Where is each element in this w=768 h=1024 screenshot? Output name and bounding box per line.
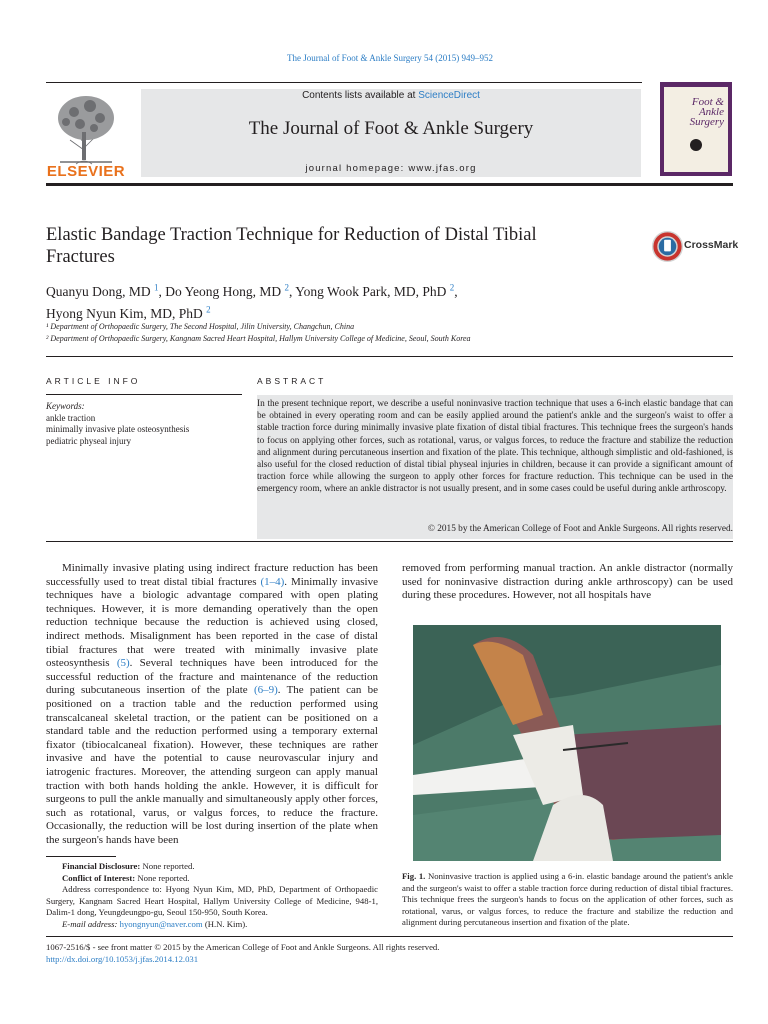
footnotes (46, 861, 378, 930)
email-link[interactable]: hyongnyun@naver.com (119, 918, 203, 929)
correspondence-address: Address correspondence to: Hyong Nyun Kim, MD, PhD, Department of Orthopaedic Surgery, Kangnam Sacred Heart Hospital, Hallym University College of Medicine, 948-1, Dalim-1 dong, Yeungdeungpo-gu, Seoul 150-950, South Korea. (46, 884, 378, 917)
body-column-right (402, 562, 733, 603)
affiliation: ² Department of Orthopaedic Surgery, Kangnam Sacred Heart Hospital, Hallym University College of Medicine, Seoul, South Korea (46, 334, 471, 343)
abstract-copyright: © 2015 by the American College of Foot and Ankle Surgeons. All rights reserved. (427, 524, 733, 534)
body-paragraph: removed from performing manual traction. An ankle distractor (normally used for noninvasive distraction during ankle arthroscopy) can be used during these procedures. However, not all hospitals have (402, 562, 733, 602)
footer-rule (46, 936, 733, 937)
conflict-of-interest: Conflict of Interest: None reported. (62, 872, 190, 883)
keyword: pediatric physeal injury (46, 435, 131, 446)
doi-link[interactable]: http://dx.doi.org/10.1053/j.jfas.2014.12.031 (46, 954, 199, 964)
journal-title: The Journal of Foot & Ankle Surgery (248, 118, 534, 139)
body-column-left (46, 562, 378, 847)
figure-caption: Fig. 1. Noninvasive traction is applied using a 6-in. elastic bandage around the patient's ankle and the surgeon's waist to offer a stable traction force during reduction of distal tibial fractures. This technique frees the surgeon's hands to focus on the application of other forces, such as rotational, varus, or valgus forces, to reduce the fracture and stabilize the reduction and alignment during percutaneous insertion and fixation of the plate. (402, 871, 733, 927)
publisher-name: ELSEVIER (46, 163, 126, 180)
reference-link[interactable]: (1–4) (260, 575, 285, 588)
abstract-heading: ABSTRACT (257, 376, 327, 386)
keywords-label: Keywords: (46, 401, 85, 411)
contents-line (141, 89, 641, 101)
header-rule-thick (46, 183, 733, 186)
figure-photo (413, 625, 721, 861)
author: Hyong Nyun Kim, MD, PhD $^2$ (46, 304, 211, 321)
reference-link[interactable]: (6–9) (253, 684, 278, 697)
reference-link[interactable]: (5) (116, 657, 130, 670)
article-info-heading: ARTICLE INFO (46, 376, 141, 386)
issn-copyright: 1067-2516/$ - see front matter © 2015 by the American College of Foot and Ankle Surgeons. All rights reserved. (46, 942, 440, 952)
cover-emblem-icon (690, 139, 702, 151)
financial-disclosure: Financial Disclosure: None reported. (62, 861, 195, 871)
footnote-rule (46, 856, 116, 857)
journal-homepage-link[interactable]: journal homepage: www.jfas.org (305, 163, 477, 174)
crossmark-icon[interactable] (650, 229, 685, 264)
author: Quanyu Dong, MD $^1$, (46, 282, 166, 299)
contents-prefix: Contents lists available at (302, 90, 419, 101)
keyword: minimally invasive plate osteosynthesis (46, 424, 190, 434)
journal-cover-inner (664, 87, 728, 172)
sciencedirect-link[interactable]: ScienceDirect (418, 90, 480, 101)
author: Do Yeong Hong, MD $^2$, (165, 282, 296, 299)
section-rule (46, 356, 733, 357)
body-paragraph: Minimally invasive plating using indirect fracture reduction has been successfully used to treat distal tibial fractures (1–4). Minimally invasive techniques have a biologic advantage compared with open plating techniques. However, it is more demanding operatively than the open reduction technique because the reduction is achieved using closed, indirect methods. Misalignment has been reported in the case of distal tibial fractures that were treated with minimally invasive plate osteosynthesis (5). Several techniques have been introduced for the successful reduction of the fracture and maintenance of the reduction during subcutaneous insertion of the plate (6–9). The patient can be positioned on a traction table and the reduction performed using transcalcaneal skeletal traction, or the patient can be positioned on a standard table and the reduction performed using a temporary external fixator (tibiocalcaneal fixation). However, these techniques are rather invasive and have the potential to cause neurovascular injury and iatrogenic fractures. Moreover, the attending surgeon can apply manual traction with both hands holding the ankle. However, it is difficult for surgeons to pull the ankle manually and simultaneously apply other forces, such as rotational, varus, or valgus forces, to reduce the fracture. Occasionally, the reduction will be lost during insertion of the plate when the surgeon's hands have been (46, 562, 379, 846)
header-rule (46, 82, 642, 83)
article-title: Elastic Bandage Traction Technique for Reduction of Distal Tibial Fractures (46, 225, 537, 267)
author: Yong Wook Park, MD, PhD $^2$, (295, 282, 458, 299)
keyword: ankle traction (46, 412, 96, 423)
article-info-rule (46, 394, 242, 395)
cover-title: Foot & Ankle Surgery (689, 96, 724, 128)
keywords-block (46, 401, 246, 447)
section-rule (46, 541, 733, 542)
crossmark-label[interactable]: CrossMark (684, 239, 739, 251)
affiliations (46, 321, 746, 345)
email-line: E-mail address: hyongnyun@naver.com (H.N. Kim). (62, 918, 248, 929)
affiliation: ¹ Department of Orthopaedic Surgery, The Second Hospital, Jilin University, Changchun, China (46, 322, 355, 331)
journal-citation[interactable]: The Journal of Foot & Ankle Surgery 54 (2015) 949–952 (286, 53, 494, 63)
abstract-text: In the present technique report, we describe a useful noninvasive traction technique that uses a 6-inch elastic bandage that can be obtained in every operating room and can be easily applied around the patient's ankle and the surgeon's waist to offer a stable traction force during minimally invasive plate fixation of distal tibial fractures. This technique frees the surgeon's hands to focus on applying other forces, such as rotational, varus, or valgus forces, to reduce the fracture and stabilize the reduction and alignment during percutaneous insertion and fixation of the plate. This technique, although simplistic and old-fashioned, is also useful for the closed reduction of distal tibial physeal injuries in children, because it can provide a significant amount of traction force while allowing the surgeon to apply other forces for fracture reduction. This technique can be used in the emergency room, where an ankle distractor is not usually present, and in some cases could be useful during ankle arthroscopy. (257, 399, 733, 495)
author-list (46, 278, 566, 323)
